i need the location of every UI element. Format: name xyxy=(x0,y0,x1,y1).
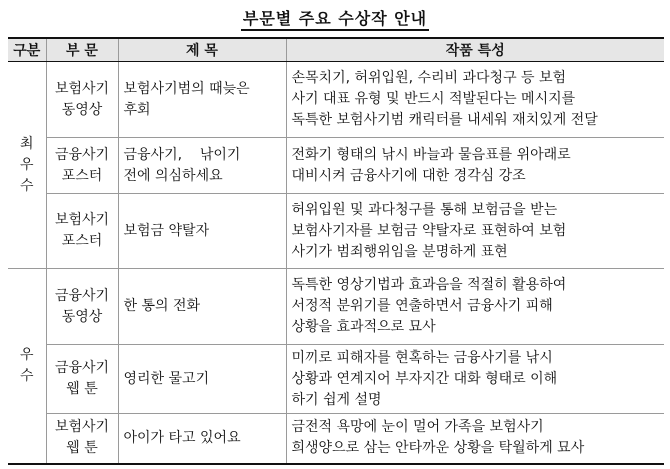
work-title-cell xyxy=(118,138,286,194)
grade-char: 수 xyxy=(19,367,34,384)
table-header-row xyxy=(8,38,664,62)
dept-line: 보험사기 xyxy=(54,419,110,436)
grade-char: 우 xyxy=(19,346,34,363)
dept-cell xyxy=(46,138,118,194)
table-row xyxy=(8,62,664,138)
feature-line: 서정적 분위기를 연출하면서 금융사기 피해 xyxy=(291,298,553,314)
feature-line: 하기 쉽게 설명 xyxy=(291,391,382,408)
dept-cell xyxy=(46,414,118,464)
dept-line: 포스터 xyxy=(61,233,103,249)
dept-line: 동영상 xyxy=(61,101,103,118)
work-title-cell xyxy=(118,194,286,269)
feature-cell xyxy=(286,345,664,414)
page-title-text: 부문별 주요 수상작 안내 xyxy=(241,9,429,31)
grade-char: 수 xyxy=(19,177,34,194)
work-title-cell xyxy=(118,345,286,414)
grade-char: 우 xyxy=(19,156,34,173)
work-line: 아이가 타고 있어요 xyxy=(123,429,241,446)
work-line: 전에 의심하세요 xyxy=(123,167,223,184)
table-row xyxy=(8,414,664,464)
grade-cell-bottom xyxy=(8,269,46,464)
feature-line: 상황을 효과적으로 묘사 xyxy=(291,319,436,335)
feature-line: 상황과 연계지어 부자지간 대화 형태로 이해 xyxy=(291,370,558,387)
awards-table xyxy=(8,37,664,465)
work-line: 금융사기, 낚이기 xyxy=(123,146,241,163)
grade-char: 최 xyxy=(19,135,34,152)
work-title-cell xyxy=(118,62,286,138)
header-dept: 부 문 xyxy=(46,38,118,62)
feature-cell xyxy=(286,194,664,269)
page-title xyxy=(0,6,670,32)
table-row xyxy=(8,269,664,345)
header-work: 제 목 xyxy=(118,38,286,62)
feature-line: 보험사기자를 보험금 약탈자로 표현하여 보험 xyxy=(291,222,567,239)
feature-line: 독특한 영상기법과 효과음을 적절히 활용하여 xyxy=(291,277,567,293)
feature-line: 사기가 범죄행위임을 분명하게 표현 xyxy=(291,243,508,260)
feature-line: 허위입원 및 과다청구를 통해 보험금을 받는 xyxy=(291,201,558,218)
feature-cell xyxy=(286,414,664,464)
dept-cell xyxy=(46,194,118,269)
feature-line: 금전적 욕망에 눈이 멀어 가족을 보험사기 xyxy=(291,419,544,436)
feature-line: 미끼로 피해자를 현혹하는 금융사기를 낚시 xyxy=(291,349,553,366)
dept-line: 동영상 xyxy=(61,308,103,325)
dept-line: 금융사기 xyxy=(54,146,110,163)
table-row xyxy=(8,138,664,194)
feature-line: 대비시켜 금융사기에 대한 경각심 강조 xyxy=(291,167,526,184)
feature-line: 전화기 형태의 낚시 바늘과 물음표를 위아래로 xyxy=(291,146,571,163)
dept-line: 웹 툰 xyxy=(66,440,98,457)
dept-line: 보험사기 xyxy=(54,80,110,97)
work-line: 보험금 약탈자 xyxy=(123,222,210,239)
feature-cell xyxy=(286,269,664,345)
header-feature: 작품 특성 xyxy=(286,38,664,62)
work-title-cell xyxy=(118,414,286,464)
dept-cell xyxy=(46,269,118,345)
work-line: 영리한 물고기 xyxy=(123,370,210,387)
dept-line: 금융사기 xyxy=(54,360,110,376)
work-line: 한 통의 전화 xyxy=(123,298,201,314)
table-row xyxy=(8,345,664,414)
grade-cell-top xyxy=(8,62,46,269)
feature-line: 사기 대표 유형 및 반드시 적발된다는 메시지를 xyxy=(291,91,576,107)
work-line: 후회 xyxy=(123,101,151,118)
feature-line: 희생양으로 삼는 안타까운 상황을 탁월하게 묘사 xyxy=(291,440,585,457)
dept-line: 포스터 xyxy=(61,167,103,184)
dept-line: 금융사기 xyxy=(54,287,110,304)
dept-cell xyxy=(46,62,118,138)
feature-line: 손목치기, 허위입원, 수리비 과다청구 등 보험 xyxy=(291,70,567,86)
work-line: 보험사기범의 때늦은 xyxy=(123,80,250,97)
feature-cell xyxy=(286,62,664,138)
feature-cell xyxy=(286,138,664,194)
dept-line: 보험사기 xyxy=(54,212,110,228)
table-row xyxy=(8,194,664,269)
dept-line: 웹 툰 xyxy=(66,381,98,397)
work-title-cell xyxy=(118,269,286,345)
feature-line: 독특한 보험사기범 캐릭터를 내세워 재치있게 전달 xyxy=(291,112,598,128)
header-grade: 구분 xyxy=(8,38,46,62)
dept-cell xyxy=(46,345,118,414)
